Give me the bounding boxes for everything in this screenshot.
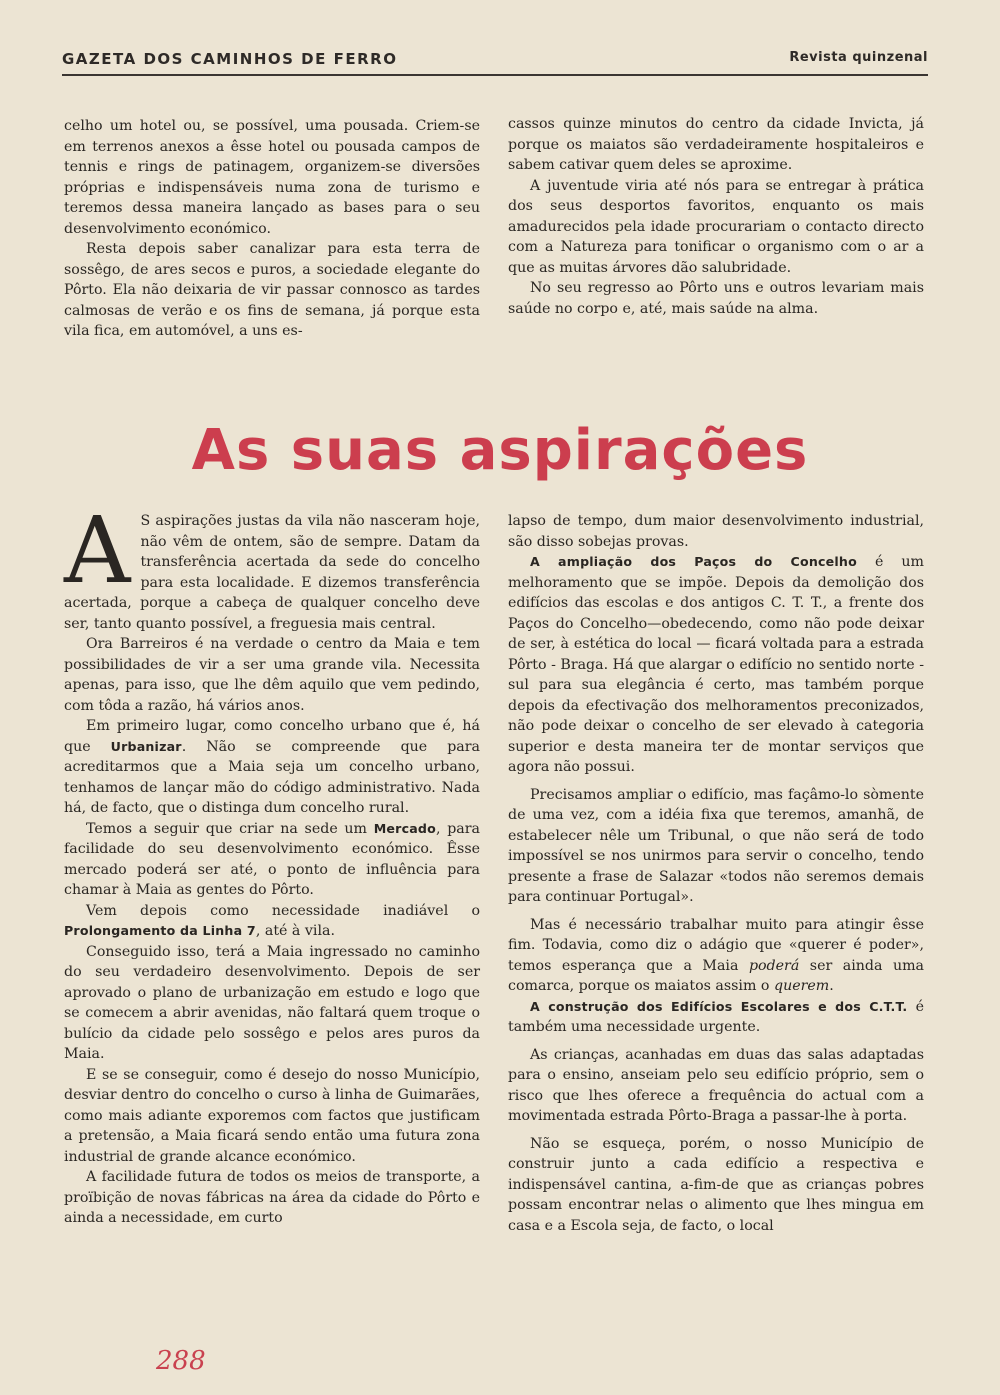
text: . (829, 978, 834, 994)
highlight-term: Mercado (373, 820, 437, 836)
text: Temos a seguir que criar na sede um (86, 820, 374, 837)
text: é também uma necessidade urgente. (508, 998, 925, 1035)
paragraph: E se se conseguir, como é desejo do nosso Município, desviar dentro do concelho o curso à linha de Guimarães, como mais adiante exporemos com factos que justificam a pretensão, a Maia ficará sendo então uma futura zona industrial de grande alcance económico. (64, 1066, 480, 1165)
text: , até à vila. (255, 923, 335, 939)
highlight-term: A construção dos Edifícios Escolares e dos C.T.T. (530, 998, 908, 1014)
column-bottom-left (64, 497, 480, 1229)
paragraph (64, 819, 480, 901)
column-top-left (64, 116, 480, 342)
text: Mas é necessário trabalhar muito para atingir êsse fim. Todavia, como diz o adágio que «querer é poder», temos esperança que a Maia (508, 916, 924, 974)
text: , para facilidade do seu desenvolvimento económico. Êsse mercado poderá ser até, o ponto de influência para chamar à Maia as gentes do Pôrto. (64, 820, 480, 898)
text: Em primeiro lugar, como concelho urbano que é, há que (64, 718, 480, 755)
paragraph: cassos quinze minutos do centro da cidade Invicta, já porque os maiatos são verdadeiramente hospitaleiros e sabem cativar quem deles se aproxime. (508, 116, 924, 173)
emphasis: querem (773, 978, 830, 994)
lead-paragraph (64, 497, 480, 634)
paragraph (64, 901, 480, 942)
magazine-title: GAZETA DOS CAMINHOS DE FERRO (62, 50, 398, 68)
paragraph (508, 552, 924, 778)
text: Vem depois como necessidade inadiável o (86, 902, 480, 919)
article-title: As suas aspirações (191, 418, 809, 483)
paragraph: Conseguido isso, terá a Maia ingressado no caminho do seu verdadeiro desenvolvimento. Depois de ser aprovado o plano de urbanização em estudo e logo que se comecem a abrir avenidas, não faltará quem troque o bulício da cidade pelo sossêgo e pelos ares puros da Maia. (64, 943, 480, 1062)
magazine-subtitle: Revista quinzenal (789, 50, 928, 65)
highlight-term: Prolongamento da Linha 7 (64, 923, 256, 938)
paragraph (508, 997, 924, 1038)
lead-text: S aspirações justas da vila não nasceram hoje, não vêm de ontem, são de sempre. Datam da transferência acertada da sede do concelho para esta localidade. E dizemos transferência acertada, porque a cabeça de qualquer concelho deve ser, tanto quanto possível, a freguesia mais central. (64, 513, 480, 632)
text: ser ainda uma comarca, porque os maiatos assim o (508, 957, 924, 994)
drop-cap: A (64, 497, 131, 604)
text: é um melhoramento que se impõe. Depois da demolição dos edifícios das escolas e dos antigos C. T. T., a frente dos Paços do Concelho—obedecendo, como não pode deixar de ser, à estética do local — ficará voltada para a estrada Pôrto - Braga. Há que alargar o edifício no sentido norte - sul para sua elegância é certo, mas também porque depois da efectivação dos melhoramentos preconizados, não pode deixar o concelho de ser elevado à categoria superior e desta maneira ter de montar serviços que agora não possui. (508, 554, 924, 775)
paragraph (508, 915, 924, 997)
highlight-term: Urbanizar (110, 738, 182, 754)
text: . Não se compreende que para acreditarmos que a Maia seja um concelho urbano, tenhamos de lançar mão do código administrativo. Nada há, de facto, que o distinga dum concelho rural. (64, 738, 480, 816)
paragraph: Ora Barreiros é na verdade o centro da Maia e tem possibilidades de vir a ser uma grande vila. Necessita apenas, para isso, que lhe dêm aquilo que vem pedindo, com tôda a razão, há vários anos. (64, 636, 480, 714)
column-top-right (508, 114, 924, 319)
paragraph: Resta depois saber canalizar para esta terra de sossêgo, de ares secos e puros, a sociedade elegante do Pôrto. Ela não deixaria de vir passar connosco as tardes calmosas de verão e os fins de semana, já porque esta vila fica, em automóvel, a uns es- (64, 241, 480, 339)
page-number: 288 (156, 1346, 206, 1376)
column-bottom-right (508, 511, 924, 1236)
paragraph: A juventude viria até nós para se entregar à prática dos seus desportos favoritos, enquanto os mais amadurecidos pela idade procurariam o contacto directo com a Natureza para tonificar o organismo com o ar a que as muitas árvores dão salubridade. (508, 177, 924, 276)
paragraph (64, 716, 480, 819)
paragraph: Não se esqueça, porém, o nosso Município de construir junto a cada edifício a respectiva e indispensável cantina, a-fim-de que as crianças pobres possam encontrar nelas o alimento que lhes mingua em casa e a Escola seja, de facto, o local (508, 1135, 924, 1234)
paragraph: celho um hotel ou, se possível, uma pousada. Criem-se em terrenos anexos a êsse hotel ou pousada campos de tennis e rings de patinagem, organizem-se diversões próprias e indispensáveis numa zona de turismo e teremos dessa maneira lançado as bases para o seu desenvolvimento económico. (64, 118, 480, 237)
paragraph: Precisamos ampliar o edifício, mas façâmo-lo sòmente de uma vez, com a idéia fixa que teremos, amanhã, de estabelecer nêle um Tribunal, o que não será de todo impossível se nos unirmos para servir o concelho, tendo presente a frase de Salazar «todos não seremos demais para continuar Portugal». (508, 786, 924, 905)
paragraph: lapso de tempo, dum maior desenvolvimento industrial, são disso sobejas provas. (508, 513, 924, 550)
highlight-term: A ampliação dos Paços do Concelho (530, 554, 857, 569)
paragraph: No seu regresso ao Pôrto uns e outros levariam mais saúde no corpo e, até, mais saúde na alma. (508, 280, 924, 317)
paragraph: A facilidade futura de todos os meios de transporte, a proïbição de novas fábricas na área da cidade do Pôrto e ainda a necessidade, em curto (64, 1169, 480, 1226)
emphasis: poderá (748, 957, 800, 974)
running-head (62, 50, 928, 76)
paragraph: As crianças, acanhadas em duas das salas adaptadas para o ensino, anseiam pelo seu edifício próprio, sem o risco que lhes oferece a frequência do actual com a movimentada estrada Pôrto-Braga a passar-lhe à porta. (508, 1046, 924, 1124)
